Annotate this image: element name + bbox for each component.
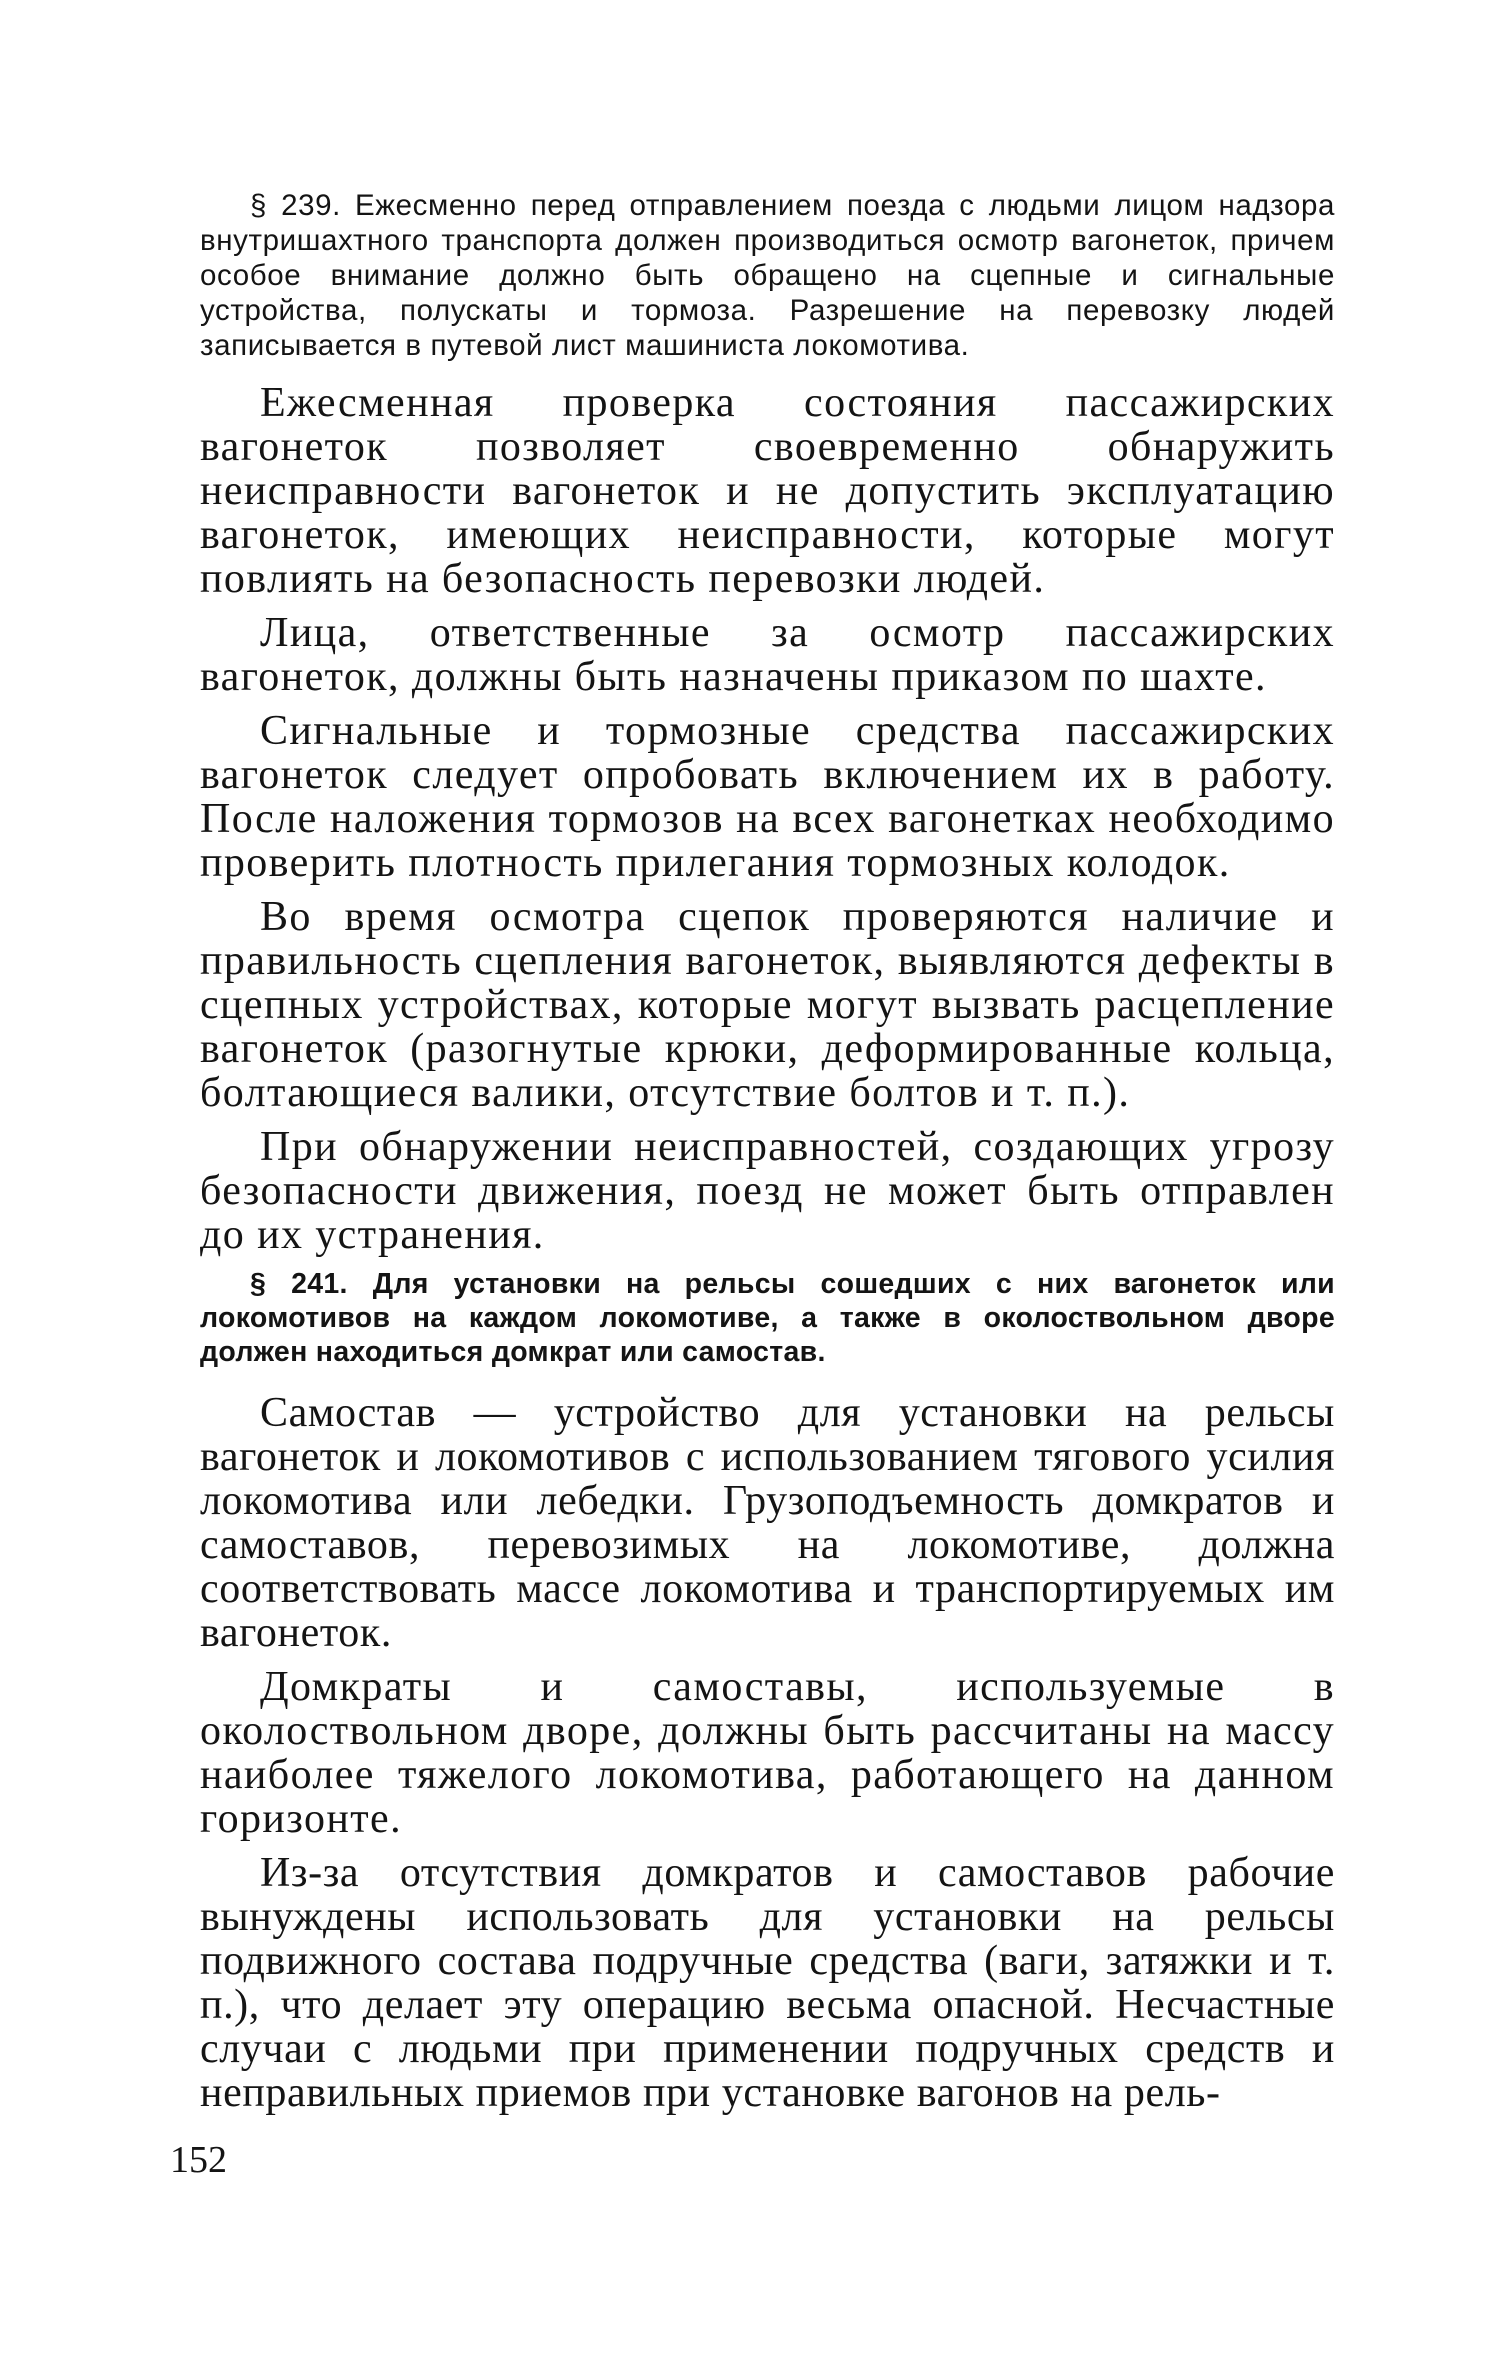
commentary-paragraph: Сигнальные и тормозные средства пассажирских вагонеток следует опробовать включением их в работу. После наложения тормозов на всех вагонетках необходимо проверить плотность прилегания тормозных колодок. [200,708,1335,886]
commentary-paragraph: Самостав — устройство для установки на рельсы вагонеток и локомотивов с использованием тягового усилия локомотива или лебедки. Грузоподъемность домкратов и самоставов, перевозимых на локомотиве, должна соответствовать массе локомотива и транспортируемых им вагонеток. [200,1390,1335,1656]
commentary-paragraph: Из-за отсутствия домкратов и самоставов рабочие вынуждены использовать для установки на рельсы подвижного состава подручные средства (ваги, затяжки и т. п.), что делает эту операцию весьма опасной. Несчастные случаи с людьми при применении подручных средств и неправильных приемов при установке вагонов на рель- [200,1850,1335,2116]
section-239-rule: § 239. Ежесменно перед отправлением поезда с людьми лицом надзора внутришахтного транспорта должен производиться осмотр вагонеток, причем особое внимание должно быть обращено на сцепные и сигнальные устройства, полускаты и тормоза. Разрешение на перевозку людей записывается в путевой лист машиниста локомотива. [200,189,1335,362]
commentary-paragraph: Ежесменная проверка состояния пассажирских вагонеток позволяет своевременно обнаружить неисправности вагонеток и не допустить эксплуатацию вагонеток, имеющих неисправности, которые могут повлиять на безопасность перевозки людей. [200,380,1335,602]
text-column [200,188,1335,2125]
commentary-paragraph: Домкраты и самоставы, используемые в околоствольном дворе, должны быть рассчитаны на массу наиболее тяжелого локомотива, работающего на данном горизонте. [200,1664,1335,1842]
section-241-rule: § 241. Для установки на рельсы сошедших с них вагонеток или локомотивов на каждом локомотиве, а также в околоствольном дворе должен находиться домкрат или самостав. [200,1268,1335,1368]
page-number: 152 [170,2139,227,2181]
commentary-paragraph: Лица, ответственные за осмотр пассажирских вагонеток, должны быть назначены приказом по шахте. [200,610,1335,700]
commentary-paragraph: При обнаружении неисправностей, создающих угрозу безопасности движения, поезд не может быть отправлен до их устранения. [200,1124,1335,1258]
commentary-paragraph: Во время осмотра сцепок проверяются наличие и правильность сцепления вагонеток, выявляются дефекты в сцепных устройствах, которые могут вызвать расцепление вагонеток (разогнутые крюки, деформированные кольца, болтающиеся валики, отсутствие болтов и т. п.). [200,894,1335,1116]
